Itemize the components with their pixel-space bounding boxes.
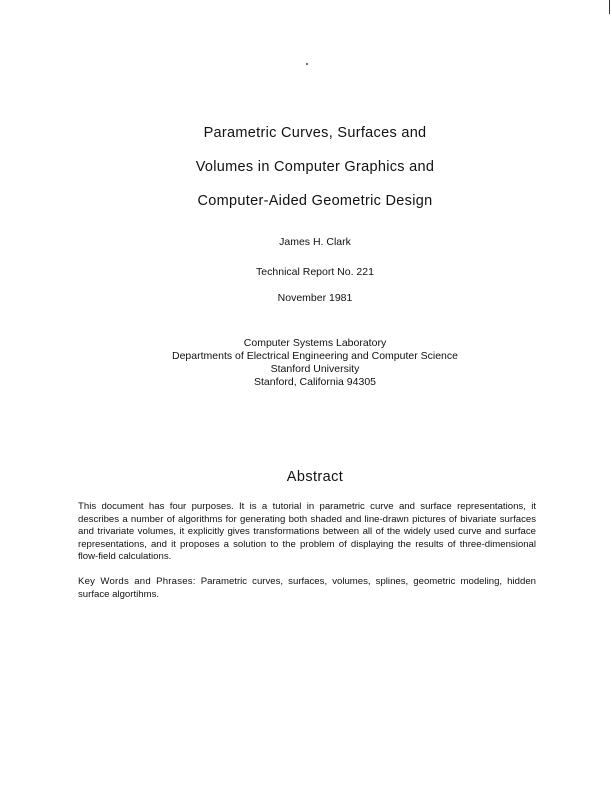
title-line-3: Computer-Aided Geometric Design — [197, 193, 433, 209]
report-date: November 1981 — [277, 292, 353, 304]
affiliation-address: Stanford, California 94305 — [254, 376, 376, 388]
keywords-label: Key Words and Phrases: — [78, 576, 196, 587]
scan-edge-mark — [609, 0, 610, 14]
keywords-paragraph — [78, 576, 536, 601]
abstract-heading: Abstract — [286, 469, 344, 485]
author-name: James H. Clark — [279, 236, 351, 248]
affiliation-university: Stanford University — [270, 363, 360, 375]
abstract-paragraph: This document has four purposes. It is a tutorial in parametric curve and surface representations, it describes a number of algorithms for generating both shaded and line-drawn pictures of bivariate surfaces and trivariate volumes, it explicitly gives transformations between all of the widely used curve and surface representations, and it proposes a solution to the problem of displaying the results of three-dimensional flow-field calculations. — [78, 501, 536, 563]
affiliation-departments: Departments of Electrical Engineering and Computer Science — [172, 350, 458, 362]
report-number: Technical Report No. 221 — [256, 266, 374, 278]
affiliation-lab: Computer Systems Laboratory — [243, 337, 387, 349]
keywords-text: Parametric curves, surfaces, volumes, splines, geometric modeling, hidden surface algortihms. — [78, 576, 536, 600]
title-line-1: Parametric Curves, Surfaces and — [203, 125, 427, 141]
scan-speck — [306, 63, 308, 65]
title-line-2: Volumes in Computer Graphics and — [195, 159, 435, 175]
